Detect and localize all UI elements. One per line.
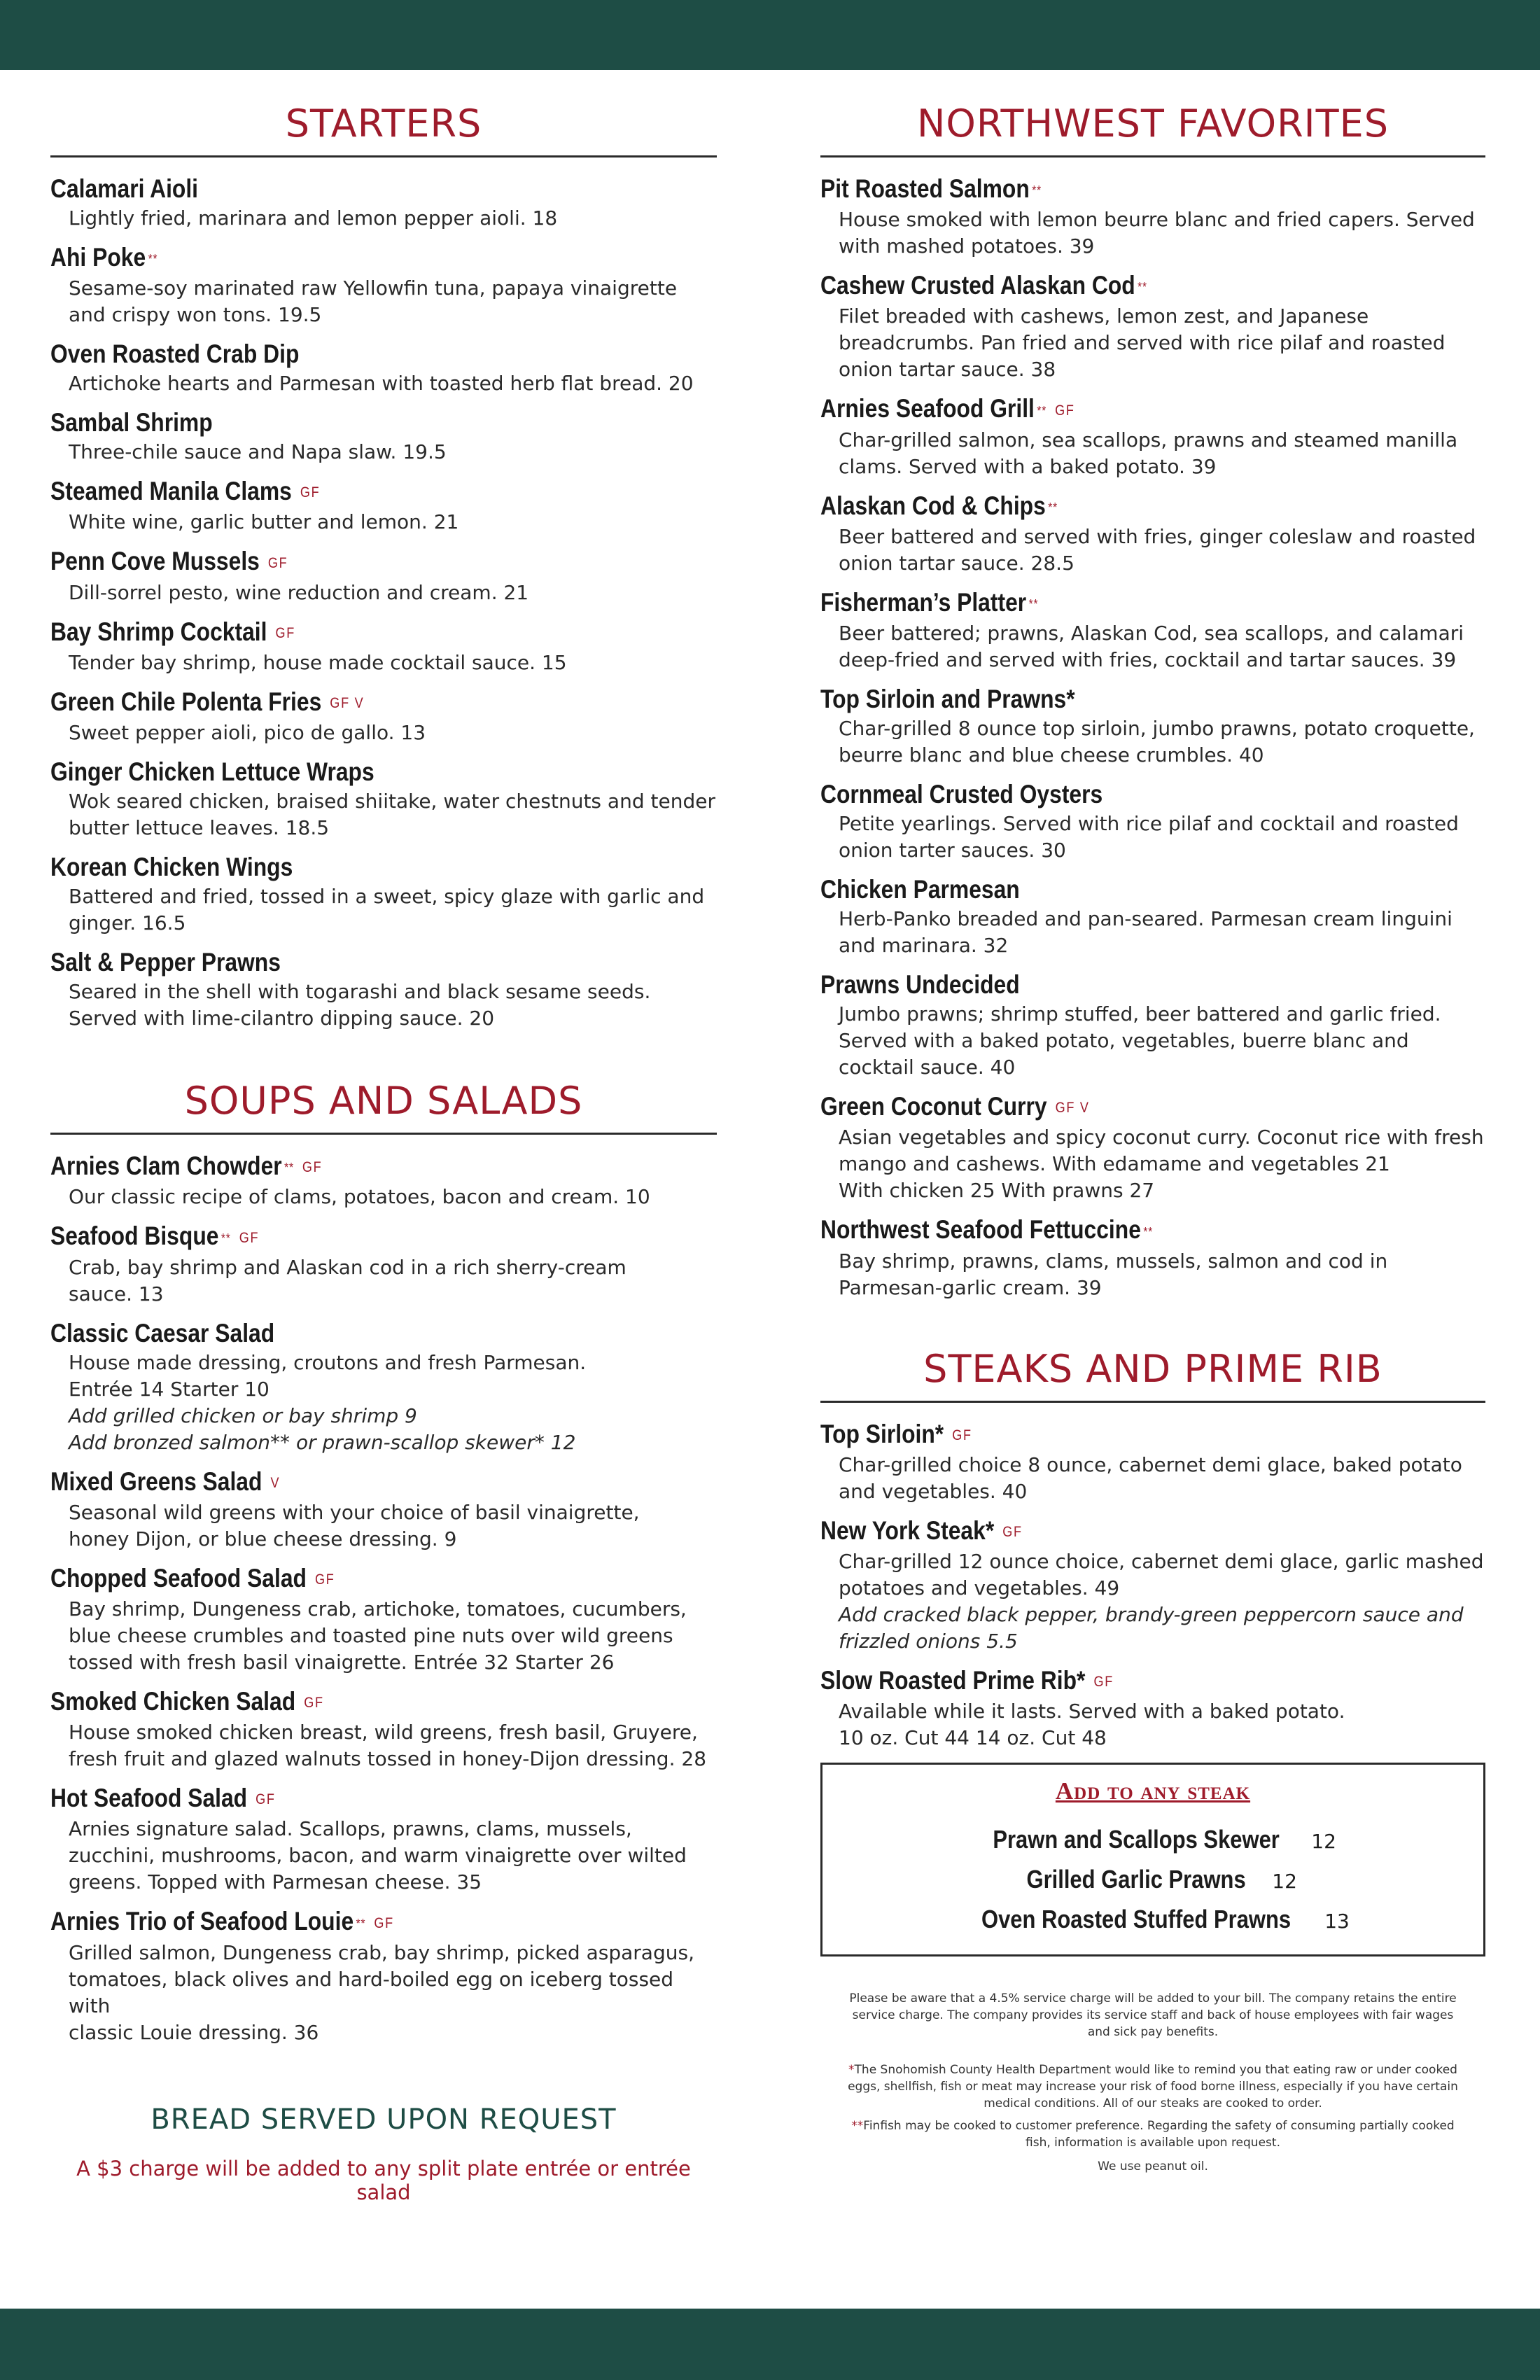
menu-item-name xyxy=(50,1466,624,1499)
menu-item-description xyxy=(820,715,1485,769)
menu-item xyxy=(50,616,717,676)
menu-item-description xyxy=(50,1719,717,1772)
right-column xyxy=(820,102,1485,2175)
menu-item xyxy=(820,587,1485,673)
menu-item-description xyxy=(50,509,717,536)
menu-item-name xyxy=(820,778,1392,811)
menu-item-description xyxy=(820,620,1485,673)
menu-item-title: Slow Roasted Prime Rib* xyxy=(820,1665,1086,1695)
menu-item-description xyxy=(50,1499,717,1553)
description-line: Entrée 14 Starter 10 xyxy=(69,1377,270,1401)
menu-item xyxy=(820,173,1485,260)
finfish-mark: ** xyxy=(1138,280,1147,295)
menu-item-name xyxy=(820,683,1392,715)
dietary-tag: GF xyxy=(1055,402,1075,419)
finfish-mark: ** xyxy=(1037,403,1047,418)
menu-item-description xyxy=(820,1001,1485,1081)
menu-item-name xyxy=(50,756,624,788)
finfish-mark: ** xyxy=(1032,183,1042,198)
menu-item-title: Chopped Seafood Salad xyxy=(50,1563,307,1592)
menu-item-title: Classic Caesar Salad xyxy=(50,1318,275,1348)
menu-item-description xyxy=(50,580,717,606)
menu-item-name xyxy=(820,1665,1392,1698)
add-on-line: Add bronzed salmon** or prawn-scallop skewer* 12 xyxy=(69,1430,576,1454)
finfish-mark: ** xyxy=(284,1161,294,1175)
menu-item-title: Cashew Crusted Alaskan Cod xyxy=(820,271,1135,300)
menu-item-title: Arnies Seafood Grill xyxy=(820,394,1035,424)
menu-item-title: Green Chile Polenta Fries xyxy=(50,687,322,716)
description-line: Artichoke hearts and Parmesan with toasted herb flat bread. 20 xyxy=(69,372,694,396)
description-line: cocktail sauce. 40 xyxy=(839,1056,1016,1079)
description-line: Dill-sorrel pesto, wine reduction and cream. 21 xyxy=(69,580,529,604)
description-line: breadcrumbs. Pan fried and served with rice pilaf and roasted xyxy=(839,331,1446,355)
description-line: Crab, bay shrimp and Alaskan cod in a rich sherry-cream xyxy=(69,1255,626,1279)
addon-price: 12 xyxy=(1311,1830,1336,1854)
description-line: Bay shrimp, Dungeness crab, artichoke, tomatoes, cucumbers, xyxy=(69,1597,687,1620)
menu-item xyxy=(50,545,717,606)
menu-item xyxy=(820,1515,1485,1655)
description-line: clams. Served with a baked potato. 39 xyxy=(839,454,1217,478)
menu-item-title: Northwest Seafood Fettuccine xyxy=(820,1215,1141,1245)
menu-item-name xyxy=(820,587,1392,620)
description-line: Sesame-soy marinated raw Yellowfin tuna, papaya vinaigrette xyxy=(69,276,678,300)
menu-item-description xyxy=(50,1816,717,1896)
description-line: Char-grilled salmon, sea scallops, prawns and steamed manilla xyxy=(839,428,1458,451)
menu-item-description xyxy=(50,883,717,937)
menu-item xyxy=(50,241,717,328)
addon-item xyxy=(836,1821,1469,1861)
menu-item-description xyxy=(820,1248,1485,1301)
menu-item xyxy=(820,1214,1485,1301)
menu-item-description xyxy=(50,720,717,746)
service-charge-note: Please be aware that a 4.5% service charge will be added to your bill. The company retains the entire service charge. The company provides its service staff and back of house employees with fair wages and sick pay benefits. xyxy=(849,1991,1457,2040)
menu-item xyxy=(50,407,717,465)
menu-item-title: Pit Roasted Salmon xyxy=(820,174,1030,203)
menu-item-title: Ahi Poke xyxy=(50,243,146,272)
addon-item xyxy=(836,1900,1469,1940)
menu-item-title: Korean Chicken Wings xyxy=(50,853,293,882)
menu-item-title: Ginger Chicken Lettuce Wraps xyxy=(50,757,374,787)
menu-item-title: Oven Roasted Crab Dip xyxy=(50,340,300,369)
menu-item-title: Bay Shrimp Cocktail xyxy=(50,617,267,646)
starters-list xyxy=(50,173,717,1032)
menu-item xyxy=(50,1220,717,1307)
finfish-mark: ** xyxy=(1143,1224,1154,1239)
menu-item xyxy=(820,683,1485,769)
description-line: White wine, garlic butter and lemon. 21 xyxy=(69,510,459,534)
menu-item-name xyxy=(820,874,1392,906)
menu-item-name xyxy=(50,1317,624,1350)
menu-item-name xyxy=(50,1905,624,1939)
menu-item-description xyxy=(50,979,717,1032)
description-line: Herb-Panko breaded and pan-seared. Parmesan cream linguini xyxy=(839,907,1452,931)
peanut-oil-note: We use peanut oil. xyxy=(1098,2160,1208,2174)
description-line: Jumbo prawns; shrimp stuffed, beer battered and garlic fried. xyxy=(839,1002,1441,1026)
menu-item-title: Seafood Bisque xyxy=(50,1222,219,1251)
dietary-tag: GF xyxy=(952,1427,972,1443)
menu-item xyxy=(50,1466,717,1553)
menu-item-description xyxy=(50,1940,717,2046)
menu-item-name xyxy=(820,969,1392,1001)
bread-notice: BREAD SERVED UPON REQUEST xyxy=(150,2103,617,2136)
menu-item-name xyxy=(50,686,624,720)
menu-item-description xyxy=(50,275,717,328)
menu-item-name xyxy=(50,475,624,509)
menu-item xyxy=(50,1317,717,1456)
menu-item-title: Calamari Aioli xyxy=(50,174,199,203)
description-line: ginger. 16.5 xyxy=(69,911,186,935)
menu-item-description xyxy=(820,524,1485,577)
description-line: Char-grilled choice 8 ounce, cabernet demi glace, baked potato xyxy=(839,1452,1462,1476)
finfish-mark: ** xyxy=(851,2119,864,2134)
menu-item-title: Salt & Pepper Prawns xyxy=(50,948,281,977)
dietary-tag: GF V xyxy=(1055,1100,1090,1116)
menu-item-title: Chicken Parmesan xyxy=(820,875,1020,904)
menu-item xyxy=(50,686,717,746)
description-line: zucchini, mushrooms, bacon, and warm vinaigrette over wilted xyxy=(69,1844,687,1868)
description-line: fresh fruit and glazed walnuts tossed in honey-Dijon dressing. 28 xyxy=(69,1747,707,1771)
description-line: onion tartar sauce. 38 xyxy=(839,358,1056,382)
add-to-steak-title: Add to any steak xyxy=(1055,1777,1251,1805)
menu-item-title: Fisherman’s Platter xyxy=(820,587,1027,617)
description-line: Three-chile sauce and Napa slaw. 19.5 xyxy=(69,440,447,464)
description-line: and vegetables. 40 xyxy=(839,1479,1028,1503)
menu-item xyxy=(820,490,1485,577)
description-line: Wok seared chicken, braised shiitake, water chestnuts and tender xyxy=(69,790,715,813)
menu-item-title: Top Sirloin and Prawns* xyxy=(820,685,1075,714)
northwest-favorites-heading: NORTHWEST FAVORITES xyxy=(820,105,1485,158)
finfish-mark: ** xyxy=(1028,597,1039,612)
menu-item-name xyxy=(820,270,1392,303)
menu-item-name xyxy=(50,338,624,370)
menu-item-title: Mixed Greens Salad xyxy=(50,1466,262,1496)
description-line: Served with a baked potato, vegetables, buerre blanc and xyxy=(839,1029,1409,1053)
description-line: Sweet pepper aioli, pico de gallo. 13 xyxy=(69,721,426,745)
menu-item-description xyxy=(50,370,717,397)
finfish-note xyxy=(820,2118,1485,2151)
description-line: Grilled salmon, Dungeness crab, bay shrimp, picked asparagus, xyxy=(69,1940,694,1964)
menu-item-name xyxy=(50,1782,624,1816)
menu-item-description xyxy=(820,427,1485,480)
menu-item-name xyxy=(50,173,624,205)
menu-item xyxy=(50,851,717,937)
menu-item xyxy=(820,1665,1485,1751)
dietary-tag: GF xyxy=(239,1229,260,1246)
dietary-tag: GF xyxy=(1093,1674,1114,1690)
description-line: Petite yearlings. Served with rice pilaf and cocktail and roasted xyxy=(839,812,1459,836)
menu-item-description xyxy=(820,303,1485,383)
menu-item-name xyxy=(50,1686,624,1719)
menu-item-name xyxy=(50,946,624,979)
description-line: onion tarter sauces. 30 xyxy=(839,839,1066,862)
menu-item xyxy=(50,338,717,397)
menu-item-description xyxy=(820,1452,1485,1505)
dietary-tag: GF xyxy=(1002,1523,1023,1540)
northwest-favorites-list xyxy=(820,173,1485,1301)
description-line: House smoked chicken breast, wild greens, fresh basil, Gruyere, xyxy=(69,1721,698,1744)
menu-item xyxy=(50,1782,717,1896)
description-line: mango and cashews. With edamame and vegetables 21 xyxy=(839,1152,1390,1176)
menu-item-description xyxy=(50,1350,717,1456)
description-line: Tender bay shrimp, house made cocktail sauce. 15 xyxy=(69,650,567,674)
addon-list xyxy=(836,1821,1469,1940)
menu-item-title: Steamed Manila Clams xyxy=(50,477,292,506)
menu-item-description xyxy=(820,206,1485,260)
finfish-mark: ** xyxy=(220,1231,231,1245)
menu-item-description xyxy=(50,1596,717,1676)
soups-salads-heading: SOUPS AND SALADS xyxy=(50,1082,717,1135)
dietary-tag: GF xyxy=(300,484,321,501)
menu-item-title: Sambal Shrimp xyxy=(50,408,213,438)
addon-name: Oven Roasted Stuffed Prawns xyxy=(981,1905,1292,1934)
menu-item-description xyxy=(820,906,1485,959)
menu-item xyxy=(820,874,1485,959)
menu-item-title: New York Steak* xyxy=(820,1516,995,1545)
menu-item-name xyxy=(50,241,624,275)
menu-item xyxy=(50,475,717,536)
health-department-note xyxy=(820,2062,1485,2112)
menu-item-name xyxy=(820,1418,1392,1452)
description-line: Filet breaded with cashews, lemon zest, and Japanese xyxy=(839,304,1369,328)
description-line: House made dressing, croutons and fresh Parmesan. xyxy=(69,1350,587,1374)
menu-item-name xyxy=(50,616,624,650)
menu-item-name xyxy=(50,1220,624,1254)
description-line: Our classic recipe of clams, potatoes, bacon and cream. 10 xyxy=(69,1185,650,1209)
description-line: sauce. 13 xyxy=(69,1282,164,1306)
addon-item xyxy=(836,1861,1469,1900)
menu-item-name xyxy=(50,407,624,439)
menu-item xyxy=(50,946,717,1032)
description-line: deep-fried and served with fries, cocktail and tartar sauces. 39 xyxy=(839,648,1457,672)
menu-item xyxy=(820,1418,1485,1505)
description-line: Char-grilled 8 ounce top sirloin, jumbo prawns, potato croquette, xyxy=(839,717,1475,741)
description-line: with mashed potatoes. 39 xyxy=(839,234,1095,258)
menu-item-name xyxy=(50,851,624,883)
menu-item-title: Arnies Trio of Seafood Louie xyxy=(50,1907,354,1936)
description-line: Bay shrimp, prawns, clams, mussels, salmon and cod in xyxy=(839,1249,1388,1273)
menu-item-title: Penn Cove Mussels xyxy=(50,547,260,576)
dietary-tag: GF xyxy=(302,1159,323,1176)
description-line: Beer battered and served with fries, ginger coleslaw and roasted xyxy=(839,524,1476,548)
description-line: Available while it lasts. Served with a baked potato. xyxy=(839,1700,1345,1723)
description-line: onion tartar sauce. 28.5 xyxy=(839,551,1074,575)
description-line: Battered and fried, tossed in a sweet, spicy glaze with garlic and xyxy=(69,885,705,909)
menu-item-name xyxy=(820,490,1392,524)
dietary-tag: GF xyxy=(315,1571,335,1588)
finfish-mark: ** xyxy=(1048,500,1058,514)
menu-item-title: Cornmeal Crusted Oysters xyxy=(820,780,1103,809)
menu-item-name xyxy=(50,545,624,579)
addon-name: Prawn and Scallops Skewer xyxy=(993,1825,1280,1854)
menu-item xyxy=(820,778,1485,864)
menu-item-name xyxy=(820,1515,1392,1548)
menu-item xyxy=(50,1905,717,2045)
dietary-tag: GF xyxy=(275,624,296,641)
description-line: potatoes and vegetables. 49 xyxy=(839,1576,1120,1600)
description-line: honey Dijon, or blue cheese dressing. 9 xyxy=(69,1527,457,1550)
menu-item-title: Arnies Clam Chowder xyxy=(50,1152,282,1181)
menu-item-description xyxy=(50,788,717,841)
menu-item xyxy=(820,393,1485,479)
add-to-steak-box xyxy=(820,1763,1485,1956)
steaks-heading: STEAKS AND PRIME RIB xyxy=(820,1350,1485,1403)
dietary-tag: V xyxy=(270,1474,281,1491)
description-line: classic Louie dressing. 36 xyxy=(69,2020,319,2044)
menu-item-name xyxy=(50,1562,624,1596)
dietary-tag: GF xyxy=(304,1695,324,1712)
menu-item-description xyxy=(820,1698,1485,1751)
menu-item xyxy=(50,1686,717,1772)
menu-item-description xyxy=(50,439,717,465)
finfish-mark: ** xyxy=(148,252,158,267)
description-line: beurre blanc and blue cheese crumbles. 40 xyxy=(839,743,1264,767)
menu-item-description xyxy=(820,1124,1485,1204)
menu-item-description xyxy=(50,1254,717,1308)
starters-heading: STARTERS xyxy=(50,105,717,158)
description-line: greens. Topped with Parmesan cheese. 35 xyxy=(69,1870,482,1894)
description-line: tossed with fresh basil vinaigrette. Entrée 32 Starter 26 xyxy=(69,1650,615,1674)
description-line: With chicken 25 With prawns 27 xyxy=(839,1179,1155,1203)
menu-item-title: Hot Seafood Salad xyxy=(50,1784,248,1813)
menu-item-title: Prawns Undecided xyxy=(820,970,1020,1000)
description-line: blue cheese crumbles and toasted pine nuts over wild greens xyxy=(69,1623,673,1647)
menu-item xyxy=(50,1150,717,1210)
menu-item-name xyxy=(820,393,1392,426)
menu-item-description xyxy=(50,1184,717,1210)
description-line: Char-grilled 12 ounce choice, cabernet demi glace, garlic mashed xyxy=(839,1549,1484,1573)
description-line: and crispy won tons. 19.5 xyxy=(69,303,322,327)
menu-item-title: Top Sirloin* xyxy=(820,1419,944,1448)
menu-item-name xyxy=(820,1214,1392,1247)
dietary-tag: GF xyxy=(267,554,288,571)
description-line: tomatoes, black olives and hard-boiled egg on iceberg tossed with xyxy=(69,1967,674,2017)
description-line: and marinara. 32 xyxy=(839,934,1009,958)
menu-item-description xyxy=(50,205,717,232)
description-line: Seasonal wild greens with your choice of basil vinaigrette, xyxy=(69,1500,640,1524)
add-on-line: frizzled onions 5.5 xyxy=(839,1629,1018,1653)
menu-item xyxy=(50,1562,717,1676)
menu-item-name xyxy=(820,1091,1392,1124)
menu-item-name xyxy=(820,173,1392,206)
menu-item-name xyxy=(50,1150,624,1184)
dietary-tag: GF xyxy=(255,1791,276,1808)
health-text: The Snohomish County Health Department would like to remind you that eating raw or under cooked eggs, shellfish, fish or meat may increase your risk of food borne illness, especially if you have certain medical conditions. All of our steaks are cooked to order. xyxy=(848,2063,1458,2111)
description-line: Lightly fried, marinara and lemon pepper aioli. 18 xyxy=(69,206,558,230)
menu-item xyxy=(50,756,717,841)
finfish-mark: ** xyxy=(356,1916,366,1931)
steaks-list xyxy=(820,1418,1485,1752)
top-band xyxy=(0,0,1540,70)
finfish-text: Finfish may be cooked to customer preference. Regarding the safety of consuming partially cooked fish, information is available upon request. xyxy=(863,2119,1455,2150)
menu-item-description xyxy=(820,1548,1485,1655)
add-on-line: Add grilled chicken or bay shrimp 9 xyxy=(69,1404,417,1427)
menu-item-description xyxy=(50,650,717,676)
addon-price: 12 xyxy=(1272,1870,1297,1893)
description-line: Seared in the shell with togarashi and black sesame seeds. xyxy=(69,980,651,1004)
menu-item-description xyxy=(820,811,1485,864)
description-line: Parmesan-garlic cream. 39 xyxy=(839,1275,1102,1299)
dietary-tag: GF V xyxy=(330,695,365,712)
dietary-tag: GF xyxy=(374,1914,394,1931)
menu-item xyxy=(820,270,1485,383)
menu-item-title: Smoked Chicken Salad xyxy=(50,1686,296,1716)
addon-name: Grilled Garlic Prawns xyxy=(1026,1865,1246,1894)
description-line: Arnies signature salad. Scallops, prawns, clams, mussels, xyxy=(69,1817,632,1841)
bottom-band xyxy=(0,2309,1540,2380)
split-plate-note: A $3 charge will be added to any split plate entrée or entrée salad xyxy=(76,2156,691,2204)
description-line: butter lettuce leaves. 18.5 xyxy=(69,816,330,840)
left-column xyxy=(50,102,717,2204)
soups-salads-list xyxy=(50,1150,717,2046)
description-line: House smoked with lemon beurre blanc and fried capers. Served xyxy=(839,208,1475,232)
menu-item-title: Green Coconut Curry xyxy=(820,1092,1047,1121)
menu-item xyxy=(820,1091,1485,1204)
addon-price: 13 xyxy=(1324,1910,1350,1933)
menu-item xyxy=(820,969,1485,1081)
description-line: Served with lime-cilantro dipping sauce. 20 xyxy=(69,1007,495,1030)
menu-item xyxy=(50,173,717,232)
menu-item-title: Alaskan Cod & Chips xyxy=(820,491,1046,520)
description-line: 10 oz. Cut 44 14 oz. Cut 48 xyxy=(839,1726,1107,1750)
description-line: Beer battered; prawns, Alaskan Cod, sea scallops, and calamari xyxy=(839,622,1464,645)
add-on-line: Add cracked black pepper, brandy-green peppercorn sauce and xyxy=(839,1602,1464,1626)
description-line: Asian vegetables and spicy coconut curry. Coconut rice with fresh xyxy=(839,1126,1484,1149)
health-mark: * xyxy=(848,2063,855,2078)
